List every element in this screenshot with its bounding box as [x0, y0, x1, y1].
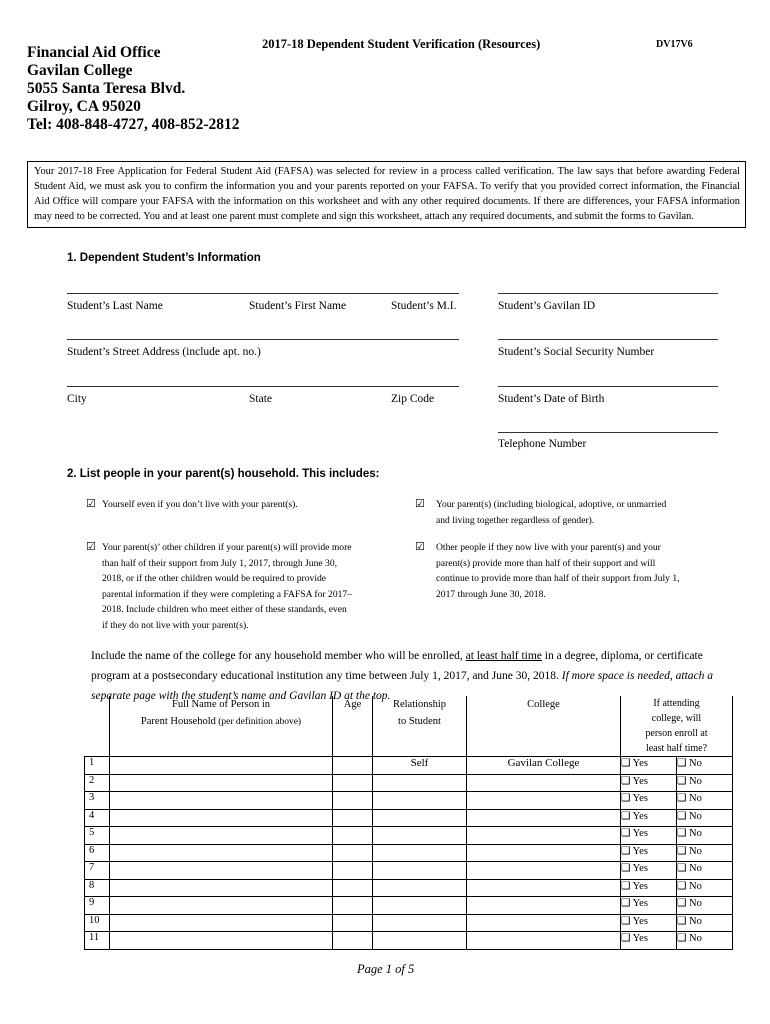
age-cell[interactable]: [333, 809, 373, 827]
item-line: Other people if they now live with your parent(s) and your: [436, 542, 661, 553]
row-number: 5: [85, 827, 110, 845]
college-cell[interactable]: [467, 897, 621, 915]
age-cell[interactable]: [333, 879, 373, 897]
phone-label: Telephone Number: [498, 438, 587, 450]
name-entry-line[interactable]: [67, 293, 459, 294]
name-cell[interactable]: [110, 897, 333, 915]
relationship-cell[interactable]: [373, 844, 467, 862]
item-line: if they do not live with your parent(s).: [102, 619, 249, 631]
no-checkbox[interactable]: ❑ No: [677, 809, 733, 827]
college-cell[interactable]: [467, 774, 621, 792]
relationship-cell[interactable]: [373, 792, 467, 810]
no-checkbox[interactable]: ❑ No: [677, 844, 733, 862]
no-checkbox[interactable]: ❑ No: [677, 792, 733, 810]
table-row: [85, 862, 733, 880]
row-number: 3: [85, 792, 110, 810]
gavilan-id-entry-line[interactable]: [498, 293, 718, 294]
checked-box-icon: ☑: [415, 541, 425, 553]
document-code: DV17V6: [656, 39, 693, 50]
name-cell[interactable]: [110, 757, 333, 775]
age-cell[interactable]: [333, 932, 373, 950]
table-row: [85, 757, 733, 775]
header-line: Relationship: [392, 699, 447, 710]
name-cell[interactable]: [110, 774, 333, 792]
age-cell[interactable]: [333, 757, 373, 775]
no-checkbox[interactable]: ❑ No: [677, 914, 733, 932]
table-row: [85, 879, 733, 897]
mi-label: Student’s M.I.: [391, 300, 457, 312]
dob-entry-line[interactable]: [498, 386, 718, 387]
college-cell[interactable]: Gavilan College: [467, 757, 621, 775]
yes-checkbox[interactable]: ❑ Yes: [621, 897, 677, 915]
header-line: Full Name of Person in: [172, 699, 270, 710]
age-cell[interactable]: [333, 862, 373, 880]
college-cell[interactable]: [467, 879, 621, 897]
no-checkbox[interactable]: ❑ No: [677, 862, 733, 880]
checked-box-icon: ☑: [86, 498, 96, 510]
item-line: parental information if they were completing a FAFSA for 2017–: [102, 588, 353, 600]
state-label: State: [249, 393, 272, 405]
zip-label: Zip Code: [391, 393, 435, 405]
no-checkbox[interactable]: ❑ No: [677, 879, 733, 897]
name-cell[interactable]: [110, 914, 333, 932]
college-cell[interactable]: [467, 827, 621, 845]
item-line: 2018. Include children who meet either of these standards, even: [102, 604, 347, 615]
age-cell[interactable]: [333, 792, 373, 810]
row-number: 11: [85, 932, 110, 950]
include-item-other-children: [102, 540, 352, 633]
header-full-name: [110, 696, 333, 757]
header-line: college, will: [651, 713, 702, 724]
yes-checkbox[interactable]: ❑ Yes: [621, 774, 677, 792]
header-line: [110, 713, 332, 731]
item-line: Your parent(s)’ other children if your parent(s) will provide more: [102, 542, 352, 553]
table-row: [85, 897, 733, 915]
age-cell[interactable]: [333, 914, 373, 932]
yes-checkbox[interactable]: ❑ Yes: [621, 914, 677, 932]
header-line: person enroll at: [645, 728, 708, 739]
relationship-cell[interactable]: Self: [373, 757, 467, 775]
include-item-yourself: [102, 497, 298, 513]
age-cell[interactable]: [333, 774, 373, 792]
relationship-cell[interactable]: [373, 932, 467, 950]
yes-checkbox[interactable]: ❑ Yes: [621, 792, 677, 810]
row-number: 4: [85, 809, 110, 827]
table-row: [85, 792, 733, 810]
phone-entry-line[interactable]: [498, 432, 718, 433]
note-underlined-text: at least half time: [465, 650, 542, 662]
row-number: 1: [85, 757, 110, 775]
office-line: Gavilan College: [27, 62, 133, 79]
age-cell[interactable]: [333, 827, 373, 845]
office-line: Tel: 408-848-4727, 408-852-2812: [27, 116, 240, 133]
ssn-label: Student’s Social Security Number: [498, 346, 655, 358]
note-text: Include the name of the college for any household member who will be enrolled,: [91, 650, 466, 662]
relationship-cell[interactable]: [373, 862, 467, 880]
ssn-entry-line[interactable]: [498, 339, 718, 340]
household-table: [84, 696, 733, 950]
name-cell[interactable]: [110, 879, 333, 897]
city-state-zip-entry-line[interactable]: [67, 386, 459, 387]
office-line: Gilroy, CA 95020: [27, 98, 141, 115]
row-number: 9: [85, 897, 110, 915]
office-line: Financial Aid Office: [27, 44, 161, 61]
relationship-cell[interactable]: [373, 914, 467, 932]
header-line: If attending: [653, 698, 700, 709]
section1-heading: 1. Dependent Student’s Information: [67, 252, 261, 264]
yes-checkbox[interactable]: ❑ Yes: [621, 879, 677, 897]
note-italic-text: If more space is needed, attach a separate page with the student’s name and Gavilan ID at the top.: [91, 670, 714, 702]
address-label: Student’s Street Address (include apt. no.): [67, 346, 261, 358]
page-number: Page 1 of 5: [357, 962, 415, 976]
yes-checkbox[interactable]: ❑ Yes: [621, 862, 677, 880]
college-cell[interactable]: [467, 914, 621, 932]
name-cell[interactable]: [110, 862, 333, 880]
college-cell[interactable]: [467, 844, 621, 862]
gavilan-id-label: Student’s Gavilan ID: [498, 300, 596, 312]
name-cell[interactable]: [110, 827, 333, 845]
header-relationship: [373, 696, 467, 757]
header-age: Age: [333, 696, 373, 757]
city-label: City: [67, 393, 87, 405]
first-name-label: Student’s First Name: [249, 300, 347, 312]
yes-checkbox[interactable]: ❑ Yes: [621, 809, 677, 827]
table-row: [85, 914, 733, 932]
row-number: 6: [85, 844, 110, 862]
address-entry-line[interactable]: [67, 339, 459, 340]
relationship-cell[interactable]: [373, 809, 467, 827]
row-number: 10: [85, 914, 110, 932]
item-line: 2018, or if the other children would be required to provide: [102, 573, 327, 584]
section2-heading: 2. List people in your parent(s) household. This includes:: [67, 468, 380, 480]
college-cell[interactable]: [467, 862, 621, 880]
college-cell[interactable]: [467, 932, 621, 950]
no-checkbox[interactable]: ❑ No: [677, 757, 733, 775]
yes-checkbox[interactable]: ❑ Yes: [621, 844, 677, 862]
no-checkbox[interactable]: ❑ No: [677, 932, 733, 950]
office-address-block: [27, 44, 240, 134]
header-small-text: (per definition above): [215, 717, 302, 727]
relationship-cell[interactable]: [373, 774, 467, 792]
no-checkbox[interactable]: ❑ No: [677, 774, 733, 792]
no-checkbox[interactable]: ❑ No: [677, 897, 733, 915]
item-line: continue to provide more than half of their support from July 1,: [436, 573, 680, 584]
name-cell[interactable]: [110, 932, 333, 950]
yes-checkbox[interactable]: ❑ Yes: [621, 932, 677, 950]
note-text: in a degree, diploma, or certificate program at a postsecondary educational institution any time between July 1, 2017, and June 30, 2018.: [91, 650, 703, 682]
name-cell[interactable]: [110, 809, 333, 827]
include-item-other-people: [436, 540, 680, 602]
header-half-time: [621, 696, 733, 757]
table-row: [85, 774, 733, 792]
college-cell[interactable]: [467, 809, 621, 827]
college-cell[interactable]: [467, 792, 621, 810]
header-line: to Student: [398, 716, 441, 727]
name-cell[interactable]: [110, 792, 333, 810]
item-line: and living together regardless of gender).: [436, 514, 595, 526]
document-title: 2017-18 Dependent Student Verification (Resources): [262, 37, 541, 51]
item-line: 2017 through June 30, 2018.: [436, 588, 546, 600]
header-spacer: [85, 696, 110, 757]
table-row: [85, 844, 733, 862]
item-line: than half of their support from July 1, 2017, through June 30,: [102, 557, 338, 569]
table-row: [85, 932, 733, 950]
relationship-cell[interactable]: [373, 827, 467, 845]
no-checkbox[interactable]: ❑ No: [677, 827, 733, 845]
intro-paragraph: Your 2017-18 Free Application for Federal Student Aid (FAFSA) was selected for review in a process called verification. The law says that before awarding Federal Student Aid, we must ask you to confirm the information you and your parents reported on your FAFSA. To verify that you provided correct information, the Financial Aid Office will compare your FAFSA with the information on this worksheet and with any other required documents. If there are differences, your FAFSA information may need to be corrected. You and at least one parent must complete and sign this worksheet, attach any required documents, and submit the forms to Gavilan.: [27, 161, 746, 228]
office-line: 5055 Santa Teresa Blvd.: [27, 80, 186, 97]
name-cell[interactable]: [110, 844, 333, 862]
item-line: Yourself even if you don’t live with your parent(s).: [102, 499, 298, 510]
row-number: 2: [85, 774, 110, 792]
yes-checkbox[interactable]: ❑ Yes: [621, 757, 677, 775]
row-number: 7: [85, 862, 110, 880]
relationship-cell[interactable]: [373, 879, 467, 897]
include-item-parents: [436, 497, 666, 528]
yes-checkbox[interactable]: ❑ Yes: [621, 827, 677, 845]
table-row: [85, 809, 733, 827]
dob-label: Student’s Date of Birth: [498, 393, 605, 405]
table-row: [85, 827, 733, 845]
header-line: least half time?: [645, 743, 708, 754]
checked-box-icon: ☑: [86, 541, 96, 553]
item-line: Your parent(s) (including biological, adoptive, or unmarried: [436, 499, 667, 510]
age-cell[interactable]: [333, 844, 373, 862]
header-text: Parent Household: [140, 716, 216, 727]
relationship-cell[interactable]: [373, 897, 467, 915]
checked-box-icon: ☑: [415, 498, 425, 510]
last-name-label: Student’s Last Name: [67, 300, 163, 312]
age-cell[interactable]: [333, 897, 373, 915]
header-college: College: [467, 696, 621, 757]
item-line: parent(s) provide more than half of their support and will: [436, 557, 656, 569]
row-number: 8: [85, 879, 110, 897]
